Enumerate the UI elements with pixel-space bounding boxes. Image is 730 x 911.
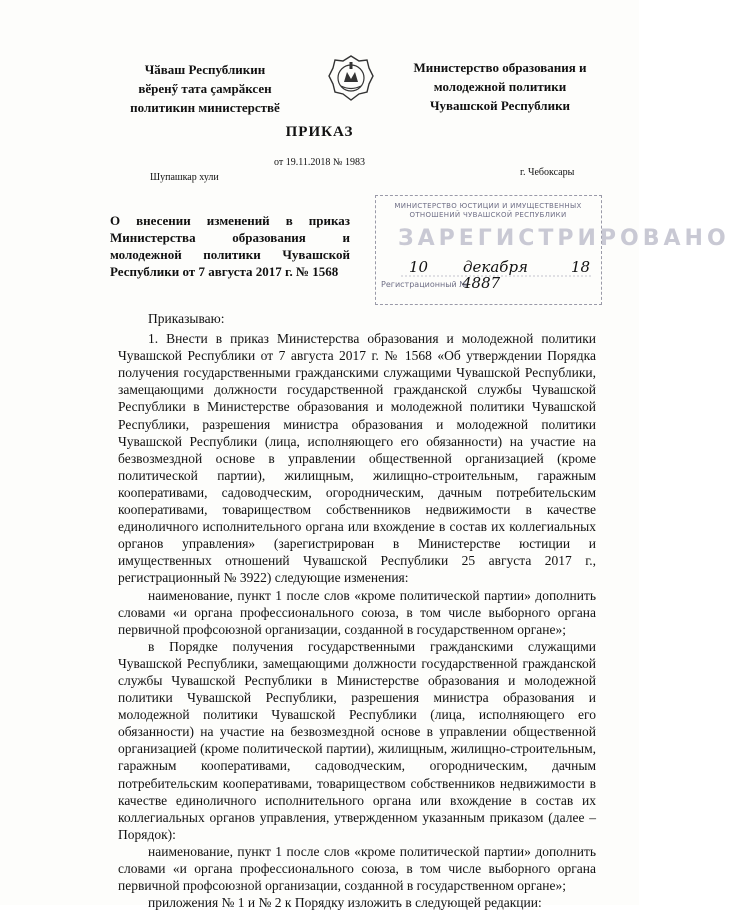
body-paragraph-2: наименование, пункт 1 после слов «кроме политической партии» дополнить словами «и органа профессионального союза, в том числе выборного органа первичной профсоюзной организации, созданной в государственном органе»;: [118, 587, 596, 637]
coat-of-arms-emblem-icon: [325, 52, 377, 104]
document-body: [118, 310, 596, 911]
header-russian-line-2: молодежной политики: [433, 79, 567, 94]
order-preamble: Приказываю:: [148, 311, 225, 326]
order-subject: О внесении изменений в приказ Министерства образования и молодежной политики Чувашской Республики от 7 августа 2017 г. № 1568: [110, 213, 350, 279]
stamp-ministry-name: МИНИСТЕРСТВО ЮСТИЦИИ И ИМУЩЕСТВЕННЫХ ОТНОШЕНИЙ ЧУВАШСКОЙ РЕСПУБЛИКИ: [394, 202, 582, 219]
body-paragraph-3: в Порядке получения государственными гражданскими служащими Чувашской Республики, замещающими должности государственной гражданской службы Чувашской Республики в Министерстве образования и молодежной политики Чувашской Республики, разрешения министра образования и молодежной политики Чувашской Республики (лица, исполняющего его обязанности) на участие на безвозмездной основе в управлении общественной организацией (кроме политической партии), жилищным, жилищно-строительным, гаражным кооперативами, садоводческим, огородническим, дачным потребительским кооперативами, товариществом собственников недвижимости в качестве единоличного исполнительного органа или вхождение в состав их коллегиальных органов управления, утвержденном указанным приказом (далее – Порядок):: [118, 638, 596, 842]
stamp-date-day: 10: [409, 258, 429, 276]
place-russian: г. Чебоксары: [520, 167, 575, 178]
body-paragraph-5: приложения № 1 и № 2 к Порядку изложить в следующей редакции:: [148, 895, 542, 911]
header-chuvash: [100, 60, 310, 117]
body-paragraph-1: 1. Внести в приказ Министерства образования и молодежной политики Чувашской Республики от 7 августа 2017 г. № 1568 «Об утверждении Порядка получения государственными гражданскими служащими Чувашской Республики, замещающими должности государственной гражданской службы Чувашской Республики в Министерстве образования и молодежной политики Чувашской Республики, разрешения министра образования и молодежной политики Чувашской Республики (лица, исполняющего его обязанности) на участие на безвозмездной основе в управлении общественной организацией (кроме политической партии), жилищным, жилищно-строительным, гаражным кооперативами, садоводческим, огородническим, дачным потребительским кооперативами, товариществом собственников недвижимости в качестве единоличного исполнительного органа или вхождение в состав их коллегиальных органов управления» (зарегистрирован в Министерстве юстиции и имущественных отношений Чувашской Республики 25 августа 2017 г., регистрационный № 3922) следующие изменения:: [118, 331, 596, 586]
stamp-reg-number: 4887: [462, 274, 501, 292]
place-chuvash: Шупашкар хули: [150, 172, 219, 183]
order-date-number: от 19.11.2018 № 1983: [274, 157, 365, 168]
header-chuvash-line-3: политикин министерствӗ: [130, 100, 280, 115]
stamp-reg-label: Регистрационный №: [381, 280, 468, 289]
stamp-date-month: декабря: [463, 258, 528, 276]
body-paragraph-4: наименование, пункт 1 после слов «кроме политической партии» дополнить словами «и органа профессионального союза, в том числе выборного органа первичной профсоюзной организации, созданной в государственном органе»;: [118, 843, 596, 894]
document-title: ПРИКАЗ: [285, 124, 354, 140]
header-russian-line-1: Министерство образования и: [413, 60, 587, 75]
registration-stamp: [375, 195, 730, 305]
header-chuvash-line-2: вӗренӳ тата ҫамрӑксен: [138, 81, 272, 96]
header-russian: [380, 58, 620, 115]
header-russian-line-3: Чувашской Республики: [429, 98, 571, 113]
header-chuvash-line-1: Чӑваш Республикин: [144, 62, 266, 77]
stamp-faded-text: ЗАРЕГИСТРИРОВАНО: [398, 226, 730, 251]
stamp-date-year: 18: [571, 258, 591, 276]
